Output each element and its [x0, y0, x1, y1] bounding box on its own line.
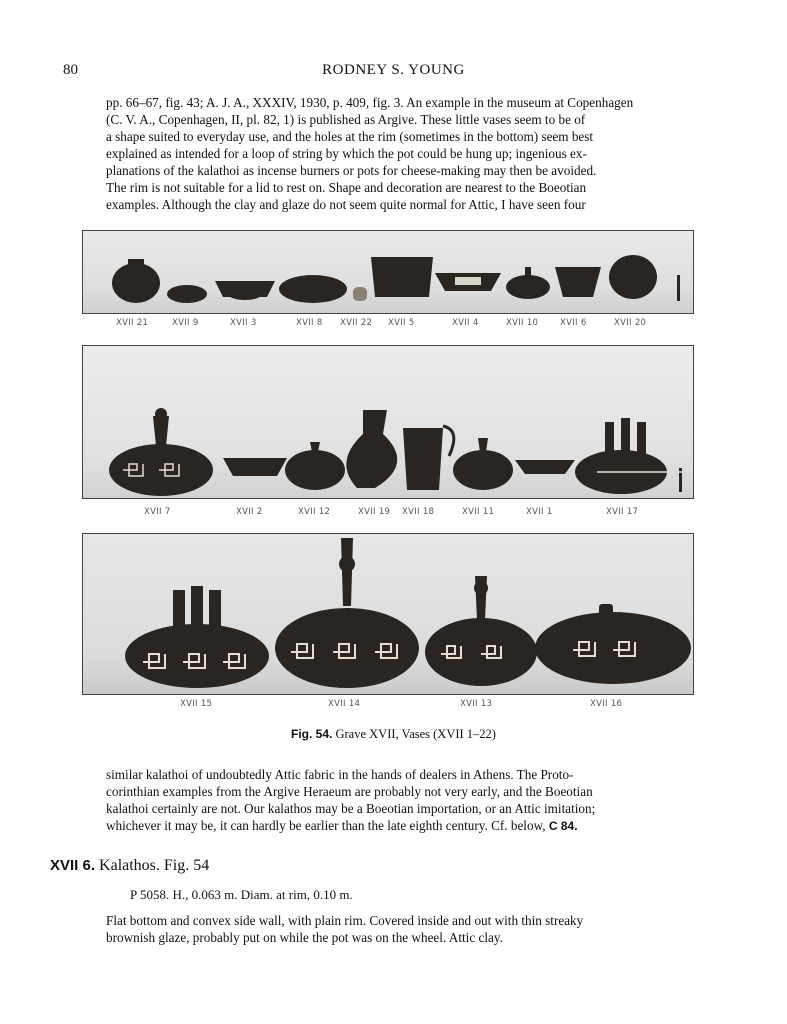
plate-labels-row-2	[82, 507, 692, 519]
plate-labels-row-3	[82, 699, 692, 711]
specimen-label: XVII 16	[590, 699, 623, 709]
text-line: examples. Although the clay and glaze do not seem quite normal for Attic, I have seen four	[106, 197, 586, 212]
text-line: The rim is not suitable for a lid to rest on. Shape and decoration are nearest to the Boeotian	[106, 180, 587, 195]
cross-reference: C 84.	[548, 819, 578, 833]
specimen-label: XVII 5	[388, 318, 415, 328]
specimen-label: XVII 7	[144, 507, 171, 517]
photo-plate-row-3	[82, 533, 694, 695]
catalogue-description	[106, 912, 716, 946]
text-line: (C. V. A., Copenhagen, II, pl. 82, 1) is published as Argive. These little vases seem to be of	[106, 112, 586, 127]
paragraph-2	[106, 766, 716, 835]
text-line: brownish glaze, probably put on while the pot was on the wheel. Attic clay.	[106, 930, 503, 945]
text-line: planations of the kalathoi as incense burners or pots for cheese-making may then be avoided.	[106, 163, 597, 178]
running-head: RODNEY S. YOUNG	[322, 62, 465, 78]
specimen-label: XVII 18	[402, 507, 435, 517]
paragraph-1	[106, 94, 716, 213]
specimen-label: XVII 9	[172, 318, 199, 328]
specimen-label: XVII 14	[328, 699, 361, 709]
figure-caption	[0, 727, 787, 742]
specimen-label: XVII 4	[452, 318, 479, 328]
specimen-label: XVII 20	[614, 318, 647, 328]
text-line: a shape suited to everyday use, and the holes at the rim (sometimes in the bottom) seem best	[106, 129, 594, 144]
catalogue-entry-heading	[50, 857, 209, 875]
specimen-label: XVII 19	[358, 507, 391, 517]
text-line: kalathoi certainly are not. Our kalathos may be a Boeotian importation, or an Attic imitation;	[106, 801, 596, 816]
specimen-label: XVII 12	[298, 507, 331, 517]
catalogue-title: Kalathos. Fig. 54	[99, 857, 210, 874]
specimen-label: XVII 6	[560, 318, 587, 328]
specimen-label: XVII 8	[296, 318, 323, 328]
specimen-label: XVII 11	[462, 507, 495, 517]
specimen-label: XVII 3	[230, 318, 257, 328]
specimen-label: XVII 10	[506, 318, 539, 328]
specimen-label: XVII 17	[606, 507, 639, 517]
plate-labels-row-1	[82, 318, 692, 330]
text-line: Flat bottom and convex side wall, with plain rim. Covered inside and out with thin streaky	[106, 913, 584, 928]
photo-plate-row-1	[82, 230, 694, 314]
specimen-label: XVII 13	[460, 699, 493, 709]
specimen-label: XVII 15	[180, 699, 213, 709]
photo-plate-row-2	[82, 345, 694, 499]
specimen-label: XVII 22	[340, 318, 373, 328]
catalogue-measurements: P 5058. H., 0.063 m. Diam. at rim, 0.10 m.	[130, 887, 353, 902]
catalogue-id: XVII 6.	[50, 857, 96, 874]
figure-label: Fig. 54.	[291, 727, 333, 741]
text-line: corinthian examples from the Argive Heraeum are probably not very early, and the Boeotian	[106, 784, 593, 799]
specimen-label: XVII 21	[116, 318, 149, 328]
text-line-with-ref	[106, 817, 716, 835]
figure-caption-range: (XVII 1–22)	[433, 727, 496, 741]
text-line: similar kalathoi of undoubtedly Attic fabric in the hands of dealers in Athens. The Proto-	[106, 767, 574, 782]
text-line: whichever it may be, it can hardly be earlier than the late eighth century. Cf. below,	[106, 818, 546, 833]
specimen-label: XVII 1	[526, 507, 553, 517]
text-line: explained as intended for a loop of string by which the pot could be hung up; ingenious ex-	[106, 146, 587, 161]
text-line: pp. 66–67, fig. 43; A. J. A., XXXIV, 1930, p. 409, fig. 3. An example in the museum at Copenhagen	[106, 95, 634, 110]
page-number: 80	[63, 62, 78, 78]
figure-caption-text: Grave XVII, Vases	[335, 727, 431, 741]
specimen-label: XVII 2	[236, 507, 263, 517]
